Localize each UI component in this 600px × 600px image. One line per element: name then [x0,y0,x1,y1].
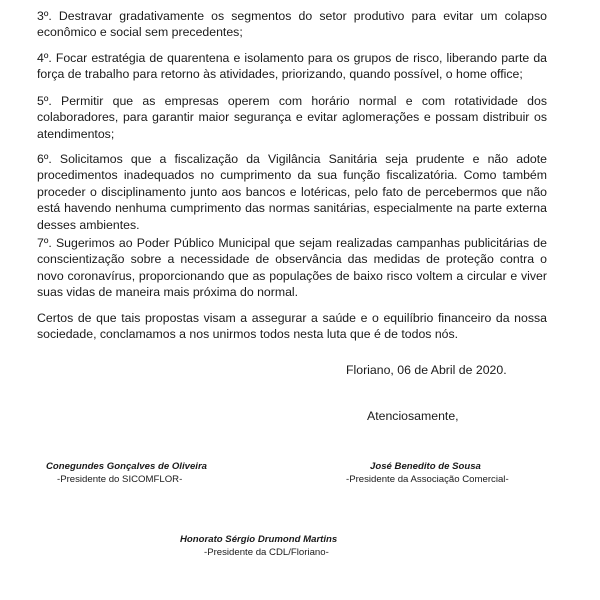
signatory-name: Honorato Sérgio Drumond Martins [180,534,338,545]
paragraph-7: 7º. Sugerimos ao Poder Público Municipal que sejam realizadas campanhas publicitárias de conscientização sobre a necessidade de observância das medidas de proteção contra o novo coronavírus, proporcionando que as populações de baixo risco voltem a circular e viver suas vidas de maneira mais próxima do normal. [37,236,547,300]
paragraph-3: 3º. Destravar gradativamente os segmentos do setor produtivo para evitar um colapso econômico e social sem precedentes; [37,9,547,40]
closing-paragraph: Certos de que tais propostas visam a assegurar a saúde e o equilíbrio financeiro da nossa sociedade, conclamamos a nos unirmos todos nesta luta que é de todos nós. [37,311,547,342]
signature-block-associacao-comercial [346,460,509,486]
paragraph-4: 4º. Focar estratégia de quarentena e isolamento para os grupos de risco, liberando parte da força de trabalho para retorno às atividades, priorizando, quando possível, o home office; [37,51,547,82]
signatory-role: -Presidente da Associação Comercial- [346,474,509,485]
closing-salutation: Atenciosamente, [367,409,459,423]
date-line: Floriano, 06 de Abril de 2020. [346,363,507,377]
paragraph-6: 6º. Solicitamos que a fiscalização da Vigilância Sanitária seja prudente e não adote procedimentos inadequados no cumprimento da sua função fiscalizatória. Como também proceder o disciplinamento junto aos bancos e lotéricas, pelo fato de percebermos que não está havendo nenhuma cumprimento das normas sanitárias, especialmente na parte externa desses ambientes. [37,152,547,232]
signatory-name: José Benedito de Sousa [370,461,481,472]
signatory-role: -Presidente da CDL/Floriano- [204,547,329,558]
paragraph-5: 5º. Permitir que as empresas operem com horário normal e com rotatividade dos colaboradores, para garantir maior segurança e evitar aglomerações e possam distribuir os atendimentos; [37,94,547,141]
signatory-name: Conegundes Gonçalves de Oliveira [46,461,208,472]
signatory-role: -Presidente do SICOMFLOR- [57,474,183,485]
signature-block-cdl [180,533,337,559]
signature-block-sicomflor [46,460,207,486]
